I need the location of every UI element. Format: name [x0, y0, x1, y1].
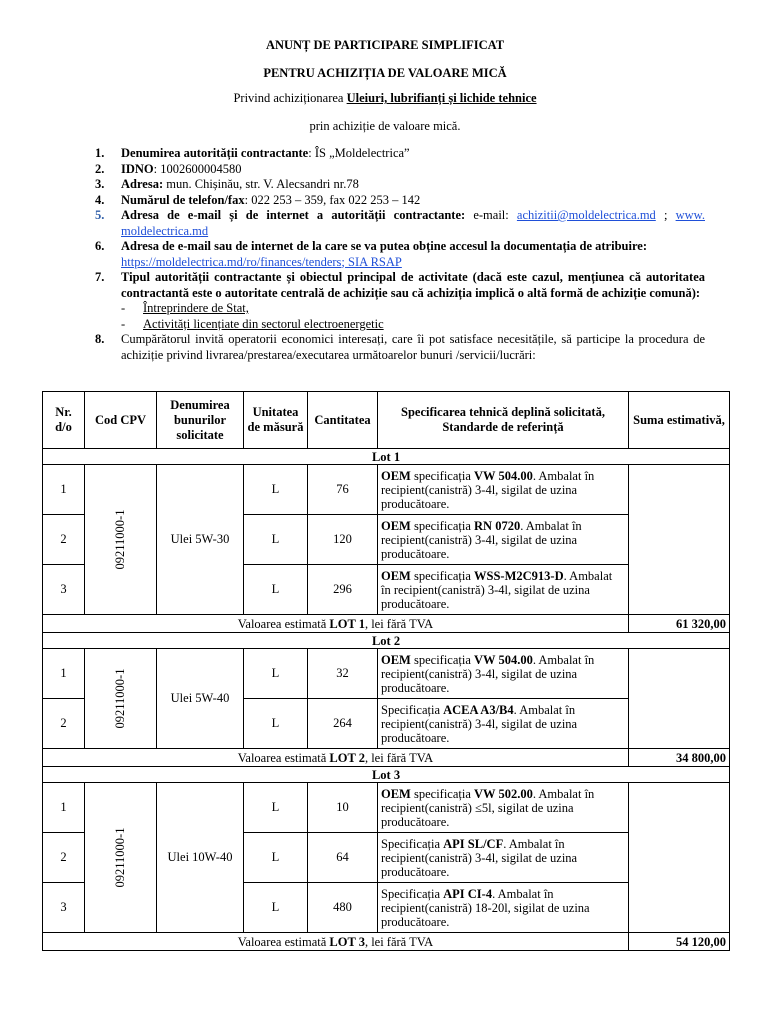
- subject-mode: prin achiziție de valoare mică.: [309, 119, 461, 133]
- cell-cpv: [85, 783, 157, 933]
- lot-title: Lot 2: [43, 633, 730, 649]
- cell-spec: Specificația API CI-4. Ambalat în recipient(canistră) 18-20l, sigilat de uzina producătoare.: [378, 883, 629, 933]
- lot-sum-value: 34 800,00: [629, 749, 730, 767]
- cell-qty: 64: [308, 833, 378, 883]
- lot-title-row: [43, 767, 730, 783]
- info-list: [95, 146, 705, 363]
- cell-nr: 2: [43, 699, 85, 749]
- table-row: [43, 649, 730, 699]
- cell-qty: 76: [308, 465, 378, 515]
- list-item-4: 4. Numărul de telefon/fax: 022 253 – 359, fax 022 253 – 142: [95, 192, 421, 207]
- cell-unit: L: [244, 883, 308, 933]
- list-item-7: 7. Tipul autorității contractante și obiectul principal de activitate (dacă este cazul, mențiunea că autoritatea contractantă este o autoritate centrală de achiziție sau că achiziția implică o altă formă de achiziție comună): - Întreprindere de Stat, - Activități licențiate din sectorul electroenergetic: [95, 270, 705, 331]
- subject-name: Uleiuri, lubrifianți și lichide tehnice: [346, 91, 537, 105]
- lot-title: Lot 3: [43, 767, 730, 783]
- cell-spec: OEM specificația VW 504.00. Ambalat în recipient(canistră) 3-4l, sigilat de uzina producătoare.: [378, 465, 629, 515]
- list-item-6: 6. Adresa de e-mail sau de internet de la care se va putea obține accesul la documentația de atribuire: https://moldelectrica.md/ro/finances/tenders; SIA RSAP: [95, 239, 647, 269]
- cpv-code: 09211000-1: [113, 668, 127, 729]
- list-item-8: 8. Cumpărătorul invită operatorii economici interesați, care îi pot satisface necesitățile, să participe la procedura de achiziție privind livrarea/prestarea/executarea următoarelor bunuri /servicii/lucrări:: [95, 332, 705, 362]
- cell-qty: 32: [308, 649, 378, 699]
- cell-qty: 10: [308, 783, 378, 833]
- list-item-2: 2. IDNO: 1002600004580: [95, 161, 242, 176]
- table-row: [43, 783, 730, 833]
- title-line-2: PENTRU ACHIZIȚIA DE VALOARE MICĂ: [263, 66, 507, 80]
- cell-nr: 2: [43, 833, 85, 883]
- cell-spec: Specificația API SL/CF. Ambalat în recipient(canistră) 3-4l, sigilat de uzina producătoare.: [378, 833, 629, 883]
- cell-product: Ulei 10W-40: [157, 783, 244, 933]
- cell-unit: L: [244, 515, 308, 565]
- table-row: [43, 465, 730, 515]
- list-item-1: 1. Denumirea autorității contractante: ÎS „Moldelectrica”: [95, 146, 410, 160]
- email-link[interactable]: achizitii@moldelectrica.md: [516, 208, 656, 222]
- website-link[interactable]: www. moldelectrica.md: [121, 208, 705, 238]
- cell-unit: L: [244, 833, 308, 883]
- cell-sum-empty: [629, 783, 730, 933]
- sublist-item: - Activități licențiate din sectorul electroenergetic: [121, 316, 384, 331]
- lot-title: Lot 1: [43, 449, 730, 465]
- header-sum: Suma estimativă,: [629, 392, 730, 449]
- cell-qty: 120: [308, 515, 378, 565]
- lot-sum-label: Valoarea estimată LOT 1, lei fără TVA: [43, 615, 629, 633]
- lot-title-row: [43, 633, 730, 649]
- lot-title-row: [43, 449, 730, 465]
- lot-sum-value: 61 320,00: [629, 615, 730, 633]
- sublist-item: - Întreprindere de Stat,: [121, 301, 249, 315]
- goods-table: [42, 391, 730, 951]
- title-line-1: ANUNȚ DE PARTICIPARE SIMPLIFICAT: [265, 38, 505, 52]
- cell-nr: 1: [43, 783, 85, 833]
- lot-sum-row: [43, 749, 730, 767]
- cell-nr: 1: [43, 649, 85, 699]
- cell-product: Ulei 5W-40: [157, 649, 244, 749]
- cell-cpv: [85, 649, 157, 749]
- cell-cpv: [85, 465, 157, 615]
- cell-unit: L: [244, 565, 308, 615]
- cpv-code: 09211000-1: [113, 509, 127, 570]
- subject-prefix: Privind achiziționarea: [233, 91, 347, 105]
- cell-nr: 1: [43, 465, 85, 515]
- cell-unit: L: [244, 699, 308, 749]
- header-goods: Denumirea bunurilor solicitate: [157, 392, 244, 449]
- cell-unit: L: [244, 649, 308, 699]
- cell-unit: L: [244, 783, 308, 833]
- lot-sum-row: [43, 615, 730, 633]
- lot-sum-label: Valoarea estimată LOT 2, lei fără TVA: [43, 749, 629, 767]
- cpv-code: 09211000-1: [113, 827, 127, 888]
- header-spec: Specificarea tehnică deplină solicitată, Standarde de referință: [378, 392, 629, 449]
- cell-nr: 3: [43, 565, 85, 615]
- cell-nr: 2: [43, 515, 85, 565]
- header-nr: Nr. d/o: [43, 392, 85, 449]
- header-unit: Unitatea de măsură: [244, 392, 308, 449]
- cell-qty: 480: [308, 883, 378, 933]
- cell-spec: OEM specificația VW 502.00. Ambalat în recipient(canistră) ≤5l, sigilat de uzina producătoare.: [378, 783, 629, 833]
- lot-sum-row: [43, 933, 730, 951]
- table-header-row: [43, 392, 730, 449]
- cell-sum-empty: [629, 465, 730, 615]
- cell-unit: L: [244, 465, 308, 515]
- cell-qty: 296: [308, 565, 378, 615]
- cell-product: Ulei 5W-30: [157, 465, 244, 615]
- list-item-5: 5. Adresa de e-mail și de internet a autorității contractante: e-mail: achizitii@moldelectrica.md ; www. moldelectrica.md: [95, 208, 705, 238]
- header-cpv: Cod CPV: [85, 392, 157, 449]
- lot-sum-value: 54 120,00: [629, 933, 730, 951]
- tenders-link[interactable]: https://moldelectrica.md/ro/finances/tenders; SIA RSAP: [121, 254, 402, 269]
- cell-spec: Specificația ACEA A3/B4. Ambalat în recipient(canistră) 3-4l, sigilat de uzina producătoare.: [378, 699, 629, 749]
- cell-qty: 264: [308, 699, 378, 749]
- lot-sum-label: Valoarea estimată LOT 3, lei fără TVA: [43, 933, 629, 951]
- subject-line: [0, 91, 770, 106]
- cell-spec: OEM specificația RN 0720. Ambalat în recipient(canistră) 3-4l, sigilat de uzina producătoare.: [378, 515, 629, 565]
- cell-spec: OEM specificația VW 504.00. Ambalat în recipient(canistră) 3-4l, sigilat de uzina producătoare.: [378, 649, 629, 699]
- header-qty: Cantitatea: [308, 392, 378, 449]
- cell-sum-empty: [629, 649, 730, 749]
- cell-nr: 3: [43, 883, 85, 933]
- cell-spec: OEM specificația WSS-M2C913-D. Ambalat în recipient(canistră) 3-4l, sigilat de uzina producătoare.: [378, 565, 629, 615]
- list-item-3: 3. Adresa: mun. Chișinău, str. V. Alecsandri nr.78: [95, 177, 359, 191]
